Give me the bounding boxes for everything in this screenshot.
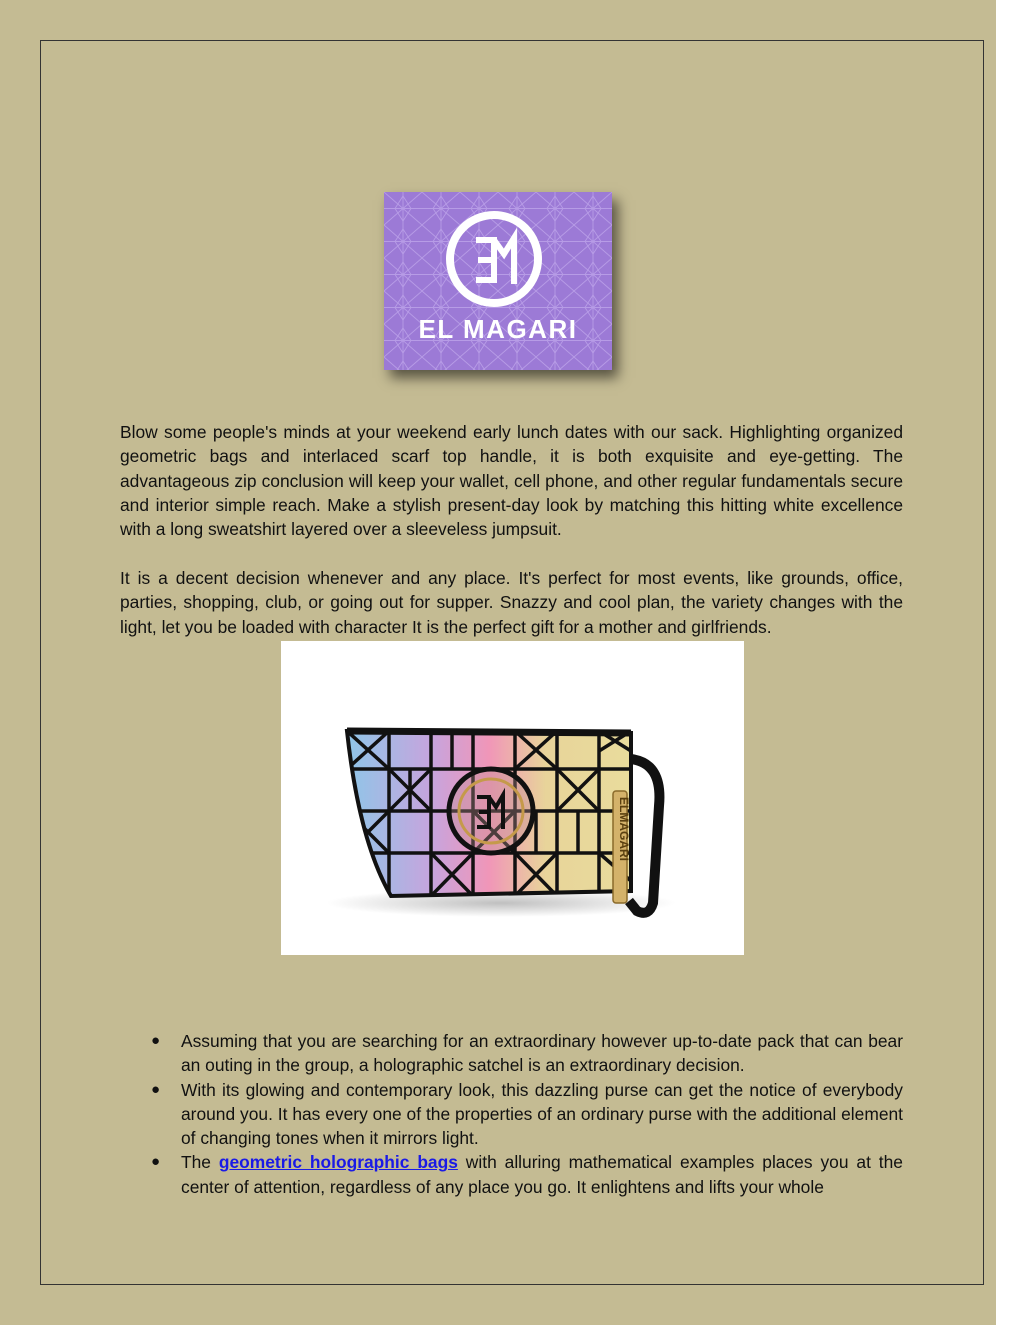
feature-list	[120, 1029, 903, 1199]
list-item	[120, 1150, 903, 1199]
second-paragraph: It is a decent decision whenever and any place. It's perfect for most events, like grounds, office, parties, shopping, club, or going out for supper. Snazzy and cool plan, the variety changes with the light, let you be loaded with character It is the perfect gift for a mother and girlfriends.	[120, 568, 903, 637]
intro-paragraph: Blow some people's minds at your weekend early lunch dates with our sack. Highlighting organized geometric bags and interlaced scarf top handle, it is both exquisite and eye-getting. The advantageous zip conclusion will keep your wallet, cell phone, and other regular fundamentals secure and interior simple reach. Make a stylish present-day look by matching this hitting white excellence with a long sweatshirt layered over a sleeveless jumpsuit.	[120, 422, 903, 540]
bullet-text: With its glowing and contemporary look, this dazzling purse can get the notice of everybody around you. It has every one of the properties of an ordinary purse with the additional element of changing tones when it mirrors light.	[181, 1079, 903, 1149]
list-item	[120, 1078, 903, 1151]
bullet-icon: ●	[151, 1080, 161, 1098]
brand-logo	[384, 192, 612, 370]
product-image	[281, 641, 744, 955]
bullet-text-before: The	[181, 1152, 219, 1173]
bullet-icon: ●	[151, 1153, 161, 1171]
list-item	[120, 1029, 903, 1078]
geometric-bags-link[interactable]: geometric holographic bags	[218, 1152, 458, 1173]
bag-tag-text: ELMAGARI	[617, 797, 631, 861]
bullet-icon: ●	[151, 1032, 161, 1049]
brand-name-text: EL MAGARI	[418, 314, 578, 344]
bullet-text: Assuming that you are searching for an extraordinary however up-to-date pack that can bear an outing in the group, a holographic satchel is an extraordinary decision.	[181, 1031, 903, 1076]
page-edge	[996, 0, 1024, 1325]
bullet-text-after: with alluring mathematical examples places you at the center of attention, regardless of any place you go. It enlightens and lifts your whole	[181, 1152, 903, 1197]
